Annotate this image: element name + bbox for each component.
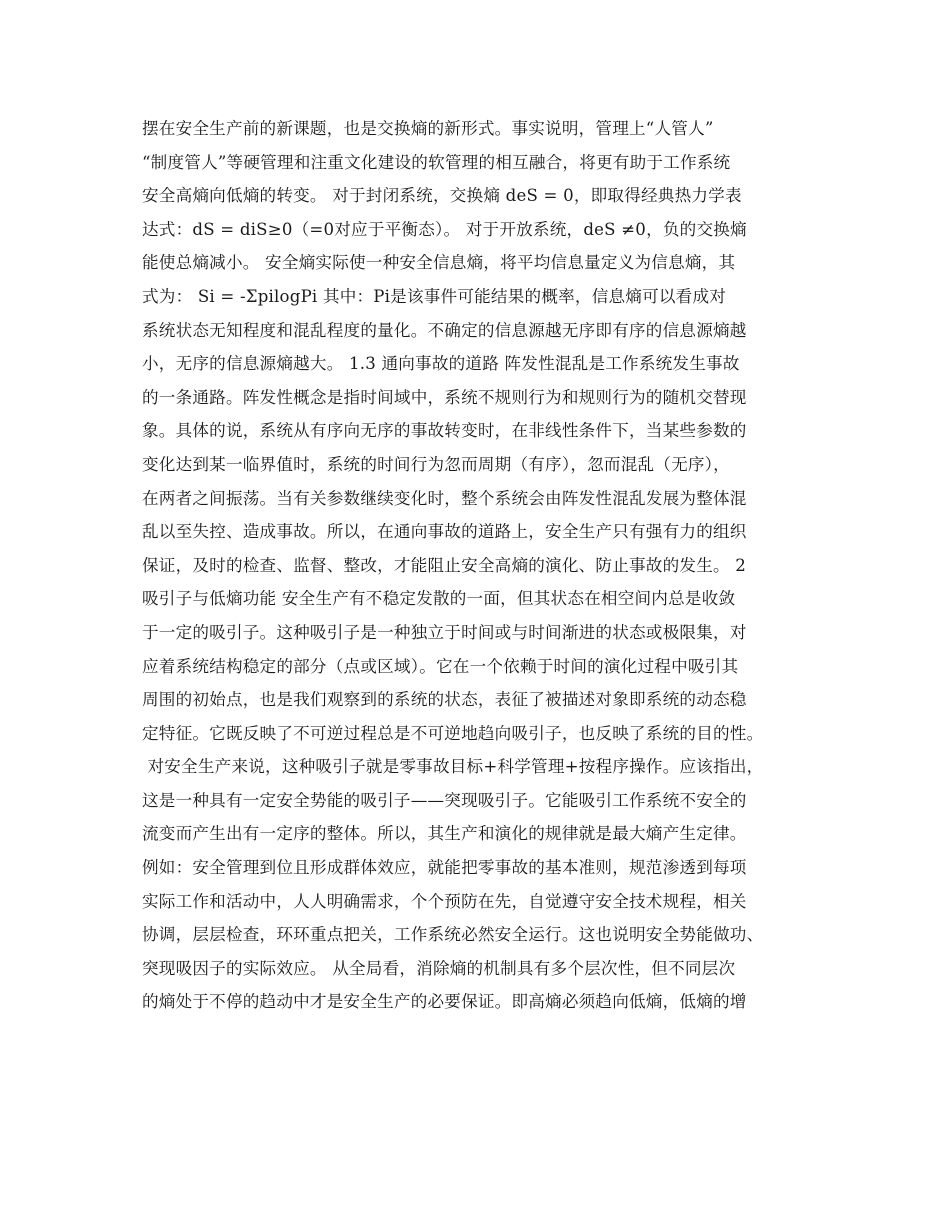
text-line: 能使总熵减小。 安全熵实际使一种安全信息熵，将平均信息量定义为信息熵，其 <box>142 253 736 273</box>
body-text <box>142 112 832 1019</box>
text-line: 的一条通路。阵发性概念是指时间域中，系统不规则行为和规则行为的随机交替现 <box>142 387 747 407</box>
text-line: 应着系统结构稳定的部分（点或区域）。它在一个依赖于时间的演化过程中吸引其 <box>142 656 739 676</box>
text-line: 突现吸因子的实际效应。 从全局看，消除熵的机制具有多个层次性，但不同层次 <box>142 958 736 978</box>
text-line: 式为： Si = -ΣpilogPi 其中：Pi是该事件可能结果的概率，信息熵可以看成对 <box>142 286 727 306</box>
text-line: 实际工作和活动中，人人明确需求，个个预防在先，自觉遵守安全技术规程，相关 <box>142 891 747 911</box>
text-line: 周围的初始点，也是我们观察到的系统的状态，表征了被描述对象即系统的动态稳 <box>142 690 747 710</box>
text-line: 这是一种具有一定安全势能的吸引子——突现吸引子。它能吸引工作系统不安全的 <box>142 790 747 810</box>
text-line: 吸引子与低熵功能 安全生产有不稳定发散的一面，但其状态在相空间内总是收敛 <box>142 589 736 609</box>
text-line: 保证，及时的检查、监督、整改，才能阻止安全高熵的演化、防止事故的发生。 2 <box>142 555 747 575</box>
text-line: 协调，层层检查，环环重点把关，工作系统必然安全运行。这也说明安全势能做功、 <box>142 925 764 945</box>
text-line: 对安全生产来说，这种吸引子就是零事故目标+科学管理+按程序操作。应该指出， <box>142 757 764 777</box>
text-line: 在两者之间振荡。当有关参数继续变化时，整个系统会由阵发性混乱发展为整体混 <box>142 488 747 508</box>
text-line: 安全高熵向低熵的转变。 对于封闭系统，交换熵 deS = 0，即取得经典热力学表 <box>142 186 742 206</box>
text-line: 达式：dS = diS≥0（=0对应于平衡态）。 对于开放系统，deS ≠0，负的交换熵 <box>142 219 747 239</box>
text-line: 定特征。它既反映了不可逆过程总是不可逆地趋向吸引子，也反映了系统的目的性。 <box>142 723 764 743</box>
text-line: 的熵处于不停的趋动中才是安全生产的必要保证。即高熵必须趋向低熵，低熵的增 <box>142 992 747 1012</box>
text-line: 小，无序的信息源熵越大。 1.3 通向事故的道路 阵发性混乱是工作系统发生事故 <box>142 354 740 374</box>
text-line: 例如：安全管理到位且形成群体效应，就能把零事故的基本准则，规范渗透到每项 <box>142 858 747 878</box>
text-line: 变化达到某一临界值时，系统的时间行为忽而周期（有序），忽而混乱（无序）， <box>142 454 730 474</box>
text-line: 象。具体的说，系统从有序向无序的事故转变时，在非线性条件下，当某些参数的 <box>142 421 747 441</box>
text-line: 系统状态无知程度和混乱程度的量化。不确定的信息源越无序即有序的信息源熵越 <box>142 320 747 340</box>
text-line: “制度管人”等硬管理和注重文化建设的软管理的相互融合，将更有助于工作系统 <box>142 152 731 172</box>
text-line: 于一定的吸引子。这种吸引子是一种独立于时间或与时间渐进的状态或极限集，对 <box>142 622 747 642</box>
text-line: 乱以至失控、造成事故。所以，在通向事故的道路上，安全生产只有强有力的组织 <box>142 522 747 542</box>
text-line: 摆在安全生产前的新课题，也是交换熵的新形式。事实说明，管理上“人管人” <box>142 119 714 138</box>
text-line: 流变而产生出有一定序的整体。所以，其生产和演化的规律就是最大熵产生定律。 <box>142 824 747 844</box>
